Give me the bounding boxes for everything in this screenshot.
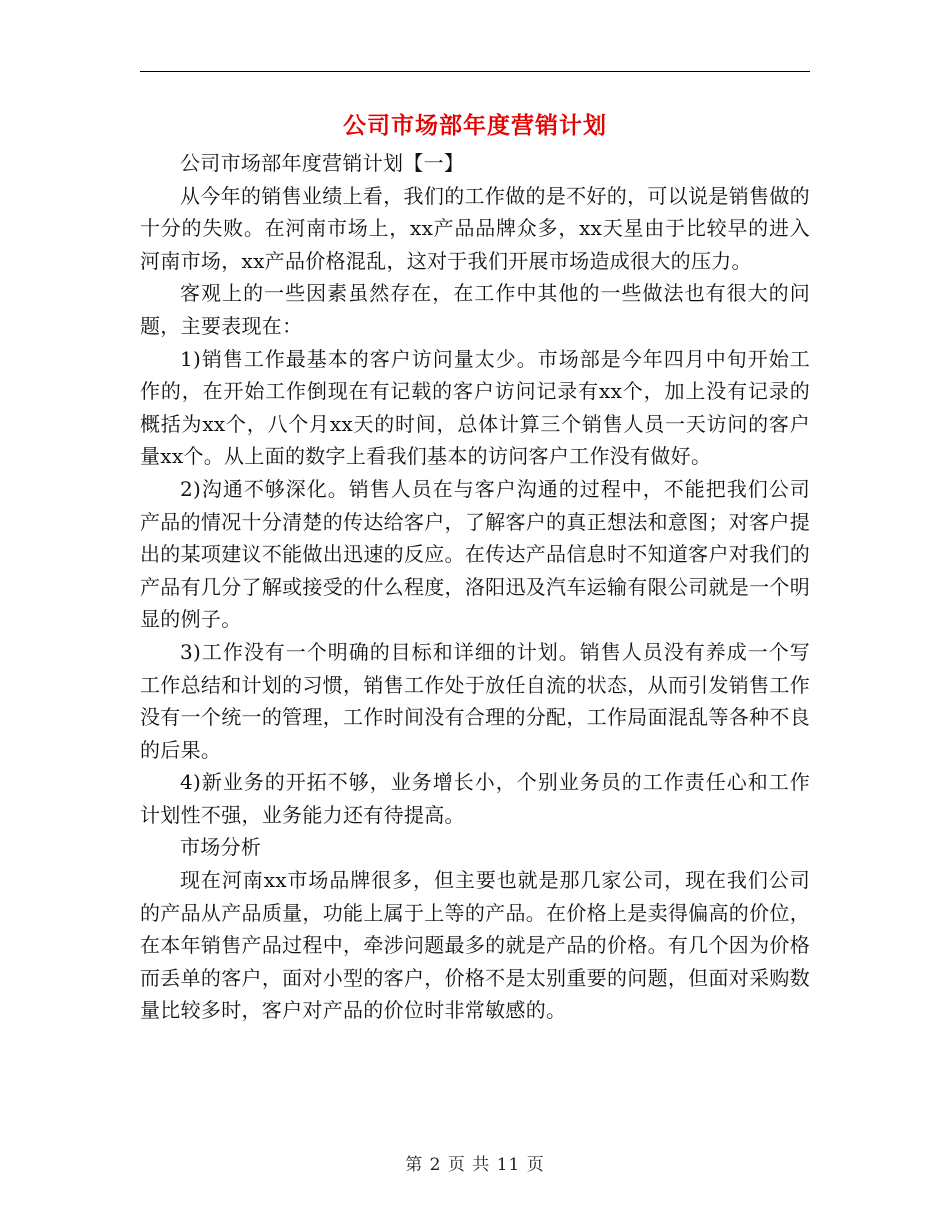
paragraph-point-2: 2)沟通不够深化。销售人员在与客户沟通的过程中，不能把我们公司产品的情况十分清楚的传达给客户，了解客户的真正想法和意图；对客户提出的某项建议不能做出迅速的反应。在传达产品信息时不知道客户对我们的产品有几分了解或接受的什么程度，洛阳迅及汽车运输有限公司就是一个明显的例子。 (140, 476, 810, 632)
section-heading-1: 公司市场部年度营销计划【一】 (180, 151, 465, 175)
document-body (140, 147, 810, 1027)
header-rule (140, 71, 810, 72)
paragraph-problems-intro: 客观上的一些因素虽然存在，在工作中其他的一些做法也有很大的问题，主要表现在： (140, 281, 810, 338)
paragraph-point-1: 1)销售工作最基本的客户访问量太少。市场部是今年四月中旬开始工作的，在开始工作倒现在有记载的客户访问记录有xx个，加上没有记录的概括为xx个，八个月xx天的时间，总体计算三个销售人员一天访问的客户量xx个。从上面的数字上看我们基本的访问客户工作没有做好。 (140, 346, 810, 469)
section-heading-market-analysis: 市场分析 (180, 835, 262, 860)
document-title: 公司市场部年度营销计划 (343, 112, 607, 139)
paragraph-point-4: 4)新业务的开拓不够，业务增长小，个别业务员的工作责任心和工作计划性不强，业务能力还有待提高。 (140, 770, 810, 827)
paragraph-sales-performance: 从今年的销售业绩上看，我们的工作做的是不好的，可以说是销售做的十分的失败。在河南市场上，xx产品品牌众多，xx天星由于比较早的进入河南市场，xx产品价格混乱，这对于我们开展市场造成很大的压力。 (140, 183, 810, 273)
page-number-footer: 第 2 页 共 11 页 (405, 1155, 545, 1175)
paragraph-point-3: 3)工作没有一个明确的目标和详细的计划。销售人员没有养成一个写工作总结和计划的习惯，销售工作处于放任自流的状态，从而引发销售工作没有一个统一的管理，工作时间没有合理的分配，工作局面混乱等各种不良的后果。 (140, 639, 810, 762)
paragraph-market-analysis: 现在河南xx市场品牌很多，但主要也就是那几家公司，现在我们公司的产品从产品质量，功能上属于上等的产品。在价格上是卖得偏高的价位，在本年销售产品过程中，牵涉问题最多的就是产品的价格。有几个因为价格而丢单的客户，面对小型的客户，价格不是太别重要的问题，但面对采购数量比较多时，客户对产品的价位时非常敏感的。 (140, 868, 810, 1023)
